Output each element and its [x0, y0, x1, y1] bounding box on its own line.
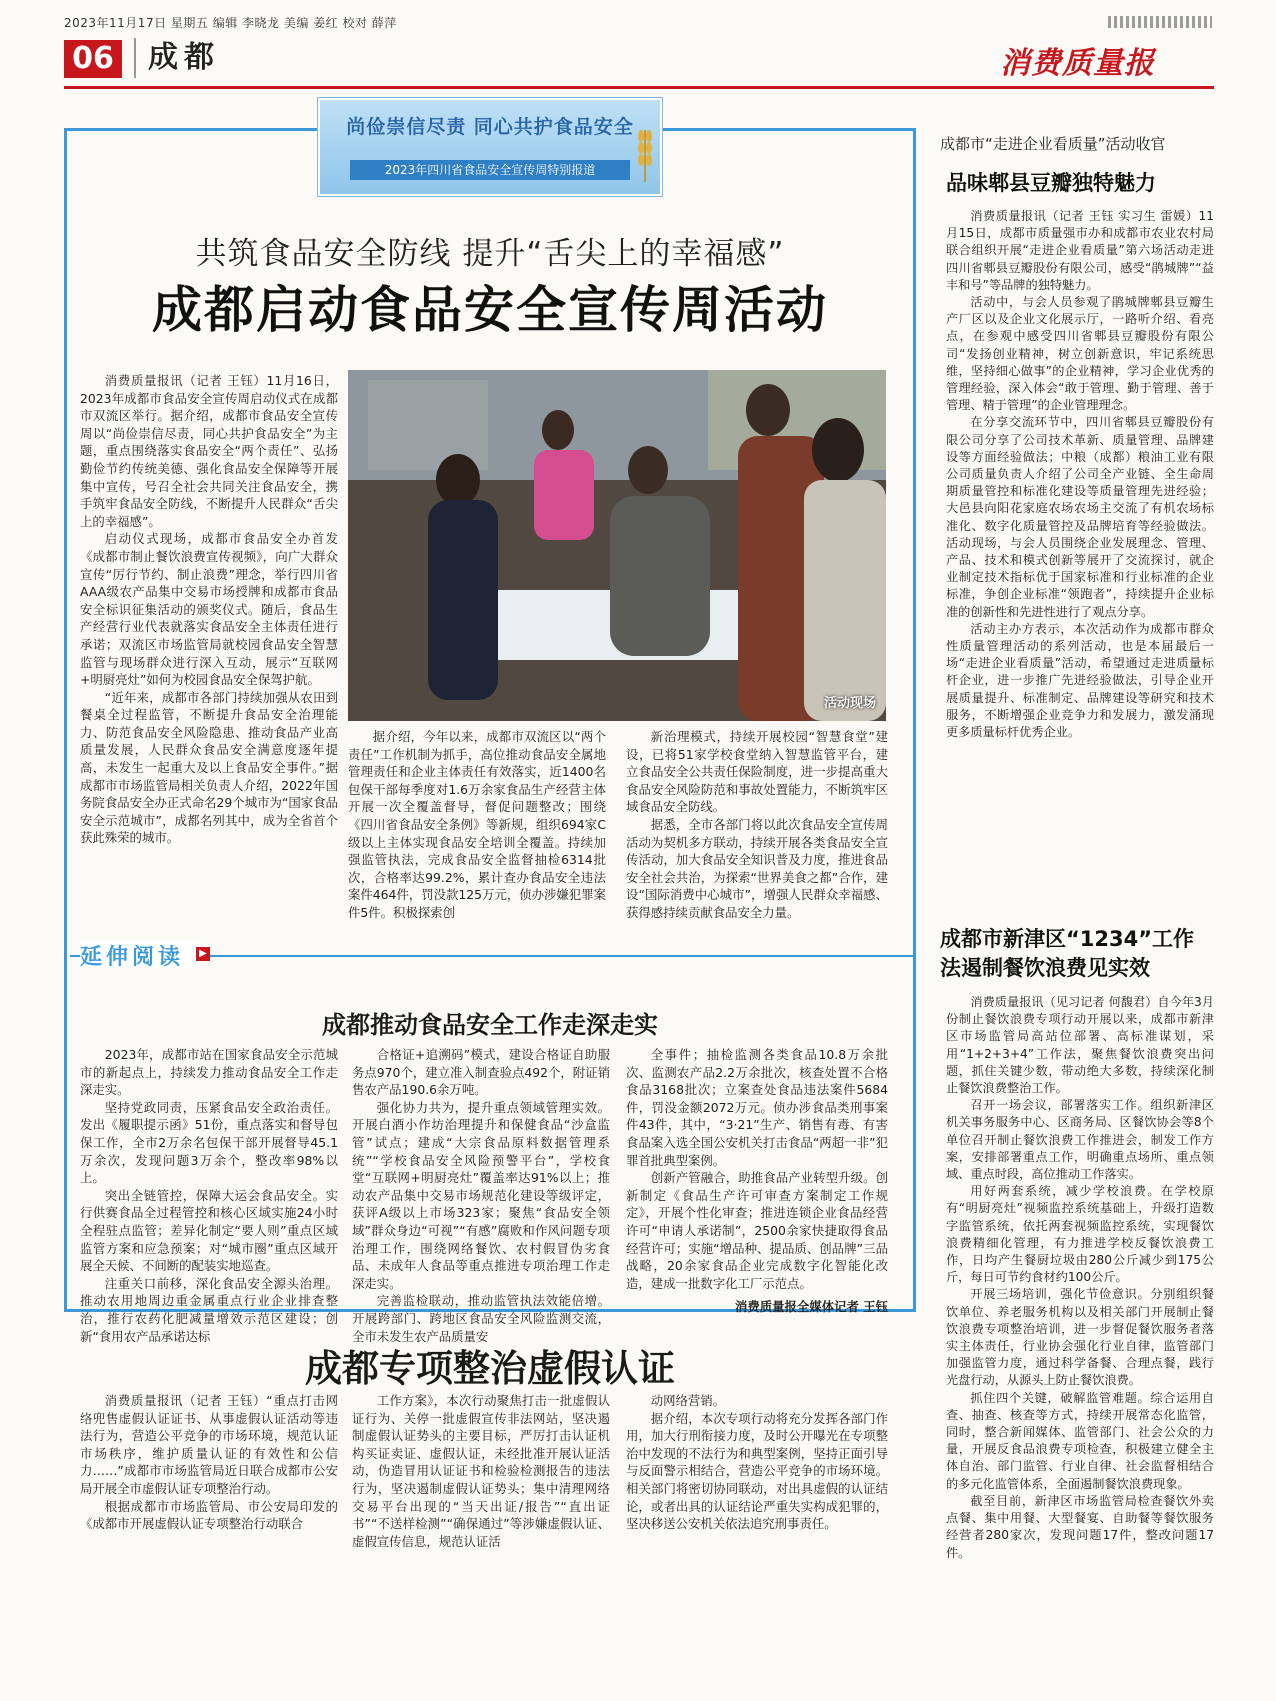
sidebar-story-2 [946, 994, 1214, 1562]
paragraph: 活动主办方表示，本次活动作为成都市群众性质量管理活动的系列活动，也是本届最后一场“走进企业看质量”活动，希望通过走进质量标杆企业，进一步推广先进经验做法，引导企业开展质量提升、标准制定、品牌建设等研究和技术服务，不断增强企业竞争力和发展力，激发涌现更多质量标杆优秀企业。 [946, 621, 1214, 740]
bottom-col-2 [352, 1392, 610, 1550]
event-photo [348, 370, 886, 721]
sidebar-kicker: 成都市“走进企业看质量”活动收官 [940, 135, 1166, 153]
photo-caption: 活动现场 [823, 696, 876, 711]
bottom-headline: 成都专项整治虚假认证 [305, 1347, 675, 1390]
paragraph: “近年来，成都市各部门持续加强从农田到餐桌全过程监管，不断提升食品安全治理能力、防范食品安全风险隐患、推动食品产业高质量发展，人民群众食品安全满意度逐年提高，未发生一起重大及以上食品安全事件。”据成都市市场监管局相关负责人介绍，2022年国务院食品安全办正式命名29个城市为“国家食品安全示范城市”，成都名列其中，成为全省首个获此殊荣的城市。 [80, 689, 338, 846]
paragraph: 根据成都市市场监管局、市公安局印发的《成都市开展虚假认证专项整治行动联合 [80, 1498, 338, 1532]
extended-reading-label: 延伸阅读 [80, 940, 200, 968]
wheat-icon [632, 122, 658, 182]
lead-col-3 [626, 728, 888, 922]
page-number: 06 [64, 40, 122, 78]
paragraph: 启动仪式现场，成都市食品安全办首发《成都市制止餐饮浪费宣传视频》，向广大群众宣传“厉行节约、制止浪费”理念，举行四川省AAA级农产品集中交易市场授牌和成都市食品安全标识征集活动的颁奖仪式。随后，食品生产经营行业代表就落实食品安全主体责任进行承诺；双流区市场监管局就校园食品安全智慧监管与现场群众进行深入互动，展示“互联网+明厨亮灶”如何为校园食品安全保驾护航。 [80, 531, 338, 688]
event-photo-illustration [348, 370, 886, 721]
lead-headline: 成都启动食品安全宣传周活动 [152, 281, 828, 339]
header-rule [64, 86, 1214, 89]
paragraph: 据介绍，今年以来，成都市双流区以“两个责任”工作机制为抓手，高位推动食品安全属地管理责任和企业主体责任有效落实，近1400名包保干部每季度对1.6万余家食品生产经营主体开展一次全覆盖督导，督促问题整改；围绕《四川省食品安全条例》等新规，组织694家C级以上主体实现食品安全培训全覆盖。持续加强监管执法，完成食品安全监督抽检6314批次，合格率达99.2%，累计查办食品安全违法案件464件，罚没款125万元，侦办涉嫌犯罪案件5件。积极探索创 [348, 729, 606, 920]
extended-col-3 [626, 1046, 888, 1316]
sidebar-story-1 [946, 208, 1214, 741]
banner-subtitle: 2023年四川省食品安全宣传周特别报道 [350, 160, 630, 180]
extended-byline: 消费质量报全媒体记者 王钰 [734, 1299, 888, 1315]
paragraph: 工作方案》，本次行动聚焦打击一批虚假认证行为、关停一批虚假宣传非法网站，坚决遏制虚假认证势头的主要目标，严厉打击认证机构买证卖证、虚假认证，未经批准开展认证活动，伪造冒用认证证书和检验检测报告的违法行为，坚决遏制虚假认证势头；集中清理网络交易平台出现的“当天出证/报告”“直出证书”“不送样检测”“确保通过”等涉嫌虚假认证、虚假宣传信息，规范认证活 [352, 1393, 610, 1549]
paragraph: 截至目前，新津区市场监管局检查餐饮外卖点餐、集中用餐、大型餐宴、自助餐等餐饮服务经营者280家次，发现问题17件，整改问题17件。 [946, 1493, 1214, 1560]
paragraph: 创新产管融合，助推食品产业转型升级。创新制定《食品生产许可审查方案制定工作规定》，开展个性化审查；推进连锁企业食品经营许可“申请人承诺制”，2500余家快捷取得食品经营许可；实施“增品种、提品质、创品牌”三品战略，20余家食品企业完成数字化智能化改造，建成一批数字化工厂示范点。 [626, 1170, 888, 1291]
lead-col-2 [348, 728, 606, 922]
paragraph: 开展三场培训，强化节俭意识。分别组织餐饮单位、养老服务机构以及相关部门开展制止餐饮浪费专项整治培训，进一步督促餐饮服务者落实主体责任，行业协会强化行业自律，监管部门加强监管力度，通过科学备餐、合理点餐，践行光盘行动，从源头上防止餐饮浪费。 [946, 1287, 1214, 1388]
paragraph: 召开一场会议，部署落实工作。组织新津区机关事务服务中心、区商务局、区餐饮协会等8个单位召开制止餐饮浪费工作推进会，制发工作方案，安排部署重点工作，明确重点场所、重点领域、重点时段，高位推动工作落实。 [946, 1098, 1214, 1182]
lead-kicker: 共筑食品安全防线 提升“舌尖上的幸福感” [195, 236, 785, 272]
paragraph: 消费质量报讯（记者 王钰）“重点打击网络兜售虚假认证证书、从事虚假认证活动等违法行为，营造公平竞争的市场环境，规范认证市场秩序，维护质量认证的有效性和公信力……”成都市市场监管局近日联合成都市公安局开展全市虚假认证专项整治行动。 [80, 1393, 338, 1496]
bottom-col-3 [626, 1392, 888, 1533]
masthead-logo: 消费质量报 [1000, 46, 1155, 81]
paragraph: 抓住四个关键，破解监管难题。综合运用自查、抽查、核查等方式，持续开展常态化监管，同时，整合新闻媒体、监管部门、社会公众的力量，开展反食品浪费专项检查，积极建立健全主体自治、部门监管、行业自律、社会监督相结合的多元化监管体系，全面遏制餐饮浪费现象。 [946, 1390, 1214, 1491]
paragraph: 用好两套系统，减少学校浪费。在学校原有“明厨亮灶”视频监控系统基础上，升级打造数字监管系统，依托两套视频监控系统，实现餐饮浪费精细化管理，有力推进学校反餐饮浪费工作，日均产生餐厨垃圾由280公斤减少到175公斤，每日可节约食材约100公斤。 [946, 1184, 1214, 1285]
paragraph: 注重关口前移，深化食品安全源头治理。推动农用地周边重金属重点行业企业排查整治，推行农药化肥减量增效示范区建设；创新“食用农产品承诺达标 [80, 1275, 338, 1344]
banner-slogan: 尚俭崇信尽责 同心共护食品安全 [346, 116, 634, 138]
paragraph: 强化协力共为，提升重点领域管理实效。开展白酒小作坊治理提升和保健食品“沙盒监管”试点；建成“大宗食品原料数据管理系统”“学校食品安全风险预警平台”，学校食堂“互联网+明厨亮灶”覆盖率达91%以上；推动农产品集中交易市场规范化建设等级评定，获评A级以上市场323家；聚焦“食品安全领域”群众身边“可视”“有感”腐败和作风问题专项治理工作，围绕网络餐饮、农村假冒伪劣食品、未成年人食品等重点推进专项治理工作走深走实。 [352, 1099, 610, 1291]
sidebar-headline-1: 品味郫县豆瓣独特魅力 [946, 171, 1156, 195]
lead-col-1 [80, 372, 338, 847]
dateline: 2023年11月17日 星期五 编辑 李晓龙 美编 姜红 校对 薛萍 [64, 16, 397, 30]
header-stripes [1108, 16, 1212, 28]
paragraph: 全事件；抽检监测各类食品10.8万余批次、监测农产品2.2万余批次，核查处置不合格食品3168批次；立案查处食品违法案件5684件，罚没金额2072万元。侦办涉食品类刑事案件43件，其中，“3·21”生产、销售有毒、有害食品案入选全国公安机关打击食品“两超一非”犯罪首批典型案例。 [626, 1047, 888, 1168]
section-name: 成都 [134, 38, 220, 78]
paragraph: 新治理模式，持续开展校园“智慧食堂”建设，已将51家学校食堂纳入智慧监管平台，建立食品安全公共责任保险制度，进一步提高重大食品安全风险防范和事故处置能力，不断筑牢区域食品安全防线。 [626, 729, 888, 815]
paragraph: 完善监检联动，推动监管执法效能倍增。开展跨部门、跨地区食品安全风险监测交流，全市未发生农产品质量安 [352, 1293, 610, 1344]
paragraph: 消费质量报讯（记者 王钰）11月16日，2023年成都市食品安全宣传周启动仪式在成都市双流区举行。据介绍，成都市食品安全宣传周以“尚俭崇信尽责，同心共护食品安全”为主题，重点围绕落实食品安全“两个责任”、弘扬勤俭节约传统美德、强化食品安全保障等开展集中宣传，号召全社会共同关注食品安全，携手筑牢食品安全防线，不断提升人民群众“舌尖上的幸福感”。 [80, 373, 338, 529]
sidebar-headline-2: 成都市新津区“1234”工作法遏制餐饮浪费见实效 [940, 927, 1195, 980]
extended-headline: 成都推动食品安全工作走深走实 [322, 1011, 658, 1039]
paragraph: 消费质量报讯（见习记者 何馥君）自今年3月份制止餐饮浪费专项行动开展以来，成都市新津区市场监管局高站位部署、高标准谋划，采用“1+2+3+4”工作法，聚焦餐饮浪费突出问题，抓住关键少数，带动绝大多数，持续深化制止餐饮浪费整治工作。 [946, 995, 1214, 1096]
paragraph: 据悉，全市各部门将以此次食品安全宣传周活动为契机多方联动，持续开展各类食品安全宣传活动，加大食品安全知识普及力度，推进食品安全社会共治，为探索“世界美食之都”合作，建设“国际消费中心城市”，增强人民群众幸福感、获得感持续贡献食品安全力量。 [626, 816, 888, 920]
campaign-banner [318, 98, 662, 196]
paragraph: 动网络营销。 [650, 1393, 726, 1408]
paragraph: 突出全链管控，保障大运会食品安全。实行供赛食品全过程管控和核心区域实施24小时全程驻点监管；差异化制定“要人则”重点区域监管方案和应急预案；对“城市圈”重点区域开展全天候、不间断的配装实地巡查。 [80, 1187, 338, 1274]
paragraph: 在分享交流环节中，四川省郫县豆瓣股份有限公司分享了公司技术革新、质量管理、品牌建设等方面经验做法；中粮（成都）粮油工业有限公司质量负责人介绍了公司全产业链、全生命周期质量管控和标准化建设等质量管理先进经验；大邑县向阳花家庭农场农场主交流了有机农场标准化、数字化质量管控及品牌培育等经验做法。活动现场，与会人员围绕企业发展理念、管理、产品、技术和模式创新等展开了交流探讨，就企业制定技术指标优于国家标准和行业标准的企业标准，争创企业标准“领跑者”，持续提升企业标准的创新性和先进性进行了观点分享。 [946, 415, 1214, 619]
paragraph: 2023年，成都市站在国家食品安全示范城市的新起点上，持续发力推动食品安全工作走深走实。 [80, 1047, 338, 1098]
paragraph: 活动中，与会人员参观了鹃城牌郫县豆瓣生产厂区以及企业文化展示厅，一路听介绍、看亮点，在参观中感受四川省郫县豆瓣股份有限公司“发扬创业精神，树立创新意识，牢记系统思维，坚持细心做事”的企业精神，学习企业优秀的管理经验，深入体会“敢于管理、勤于管理、善于管理、精于管理”的企业管理理念。 [946, 295, 1214, 413]
paragraph: 坚持党政同责，压紧食品安全政治责任。发出《履职提示函》51份，重点落实和督导包保工作，全市2万余名包保干部开展督导45.1万余次，发现问题3万余个，整改率98%以上。 [80, 1099, 338, 1186]
bottom-col-1 [80, 1392, 338, 1533]
paragraph: 合格证+追溯码”模式，建设合格证自助服务点970个，建立准入制查验点492个，附证销售农产品190.6余万吨。 [352, 1047, 610, 1098]
extended-col-1 [80, 1046, 338, 1345]
play-icon: ▶ [196, 947, 210, 961]
extended-col-2 [352, 1046, 610, 1345]
paragraph: 消费质量报讯（记者 王钰 实习生 雷媛）11月15日，成都市质量强市办和成都市农业农村局联合组织开展“走进企业看质量”第六场活动走进四川省郫县豆瓣股份有限公司，感受“鹃城牌”“益丰和号”等品牌的独特魅力。 [946, 209, 1214, 292]
paragraph: 据介绍，本次专项行动将充分发挥各部门作用，加大行刑衔接力度，及时公开曝光在专项整治中发现的不法行为和典型案例，坚持正面引导与反面警示相结合，营造公平竞争的市场环境。相关部门将密切协同联动，对出具虚假的认证结论，或者出具的认证结论严重失实构成犯罪的，坚决移送公安机关依法追究刑事责任。 [626, 1410, 888, 1532]
